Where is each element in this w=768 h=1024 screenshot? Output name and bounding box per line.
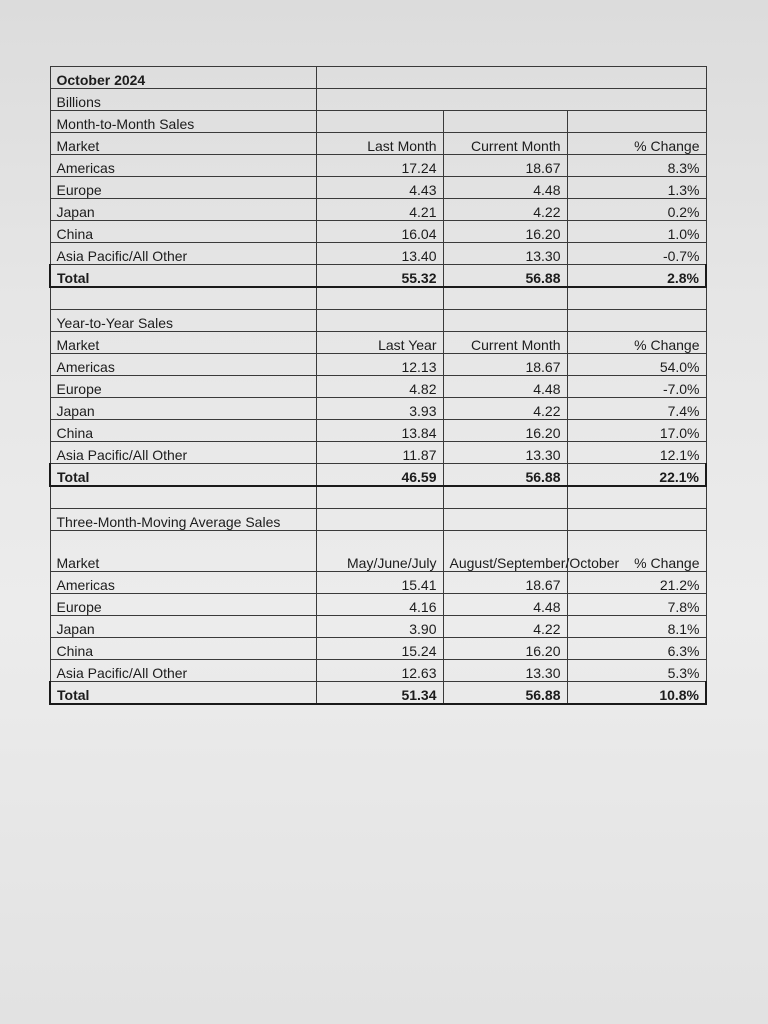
- section-title: Year-to-Year Sales: [50, 310, 316, 332]
- value-cell: 4.21: [316, 199, 443, 221]
- column-header: % Change: [567, 332, 706, 354]
- column-header: May/June/July: [316, 531, 443, 572]
- market-cell: China: [50, 420, 316, 442]
- total-row: [50, 265, 706, 288]
- value-cell: 15.41: [316, 572, 443, 594]
- value-cell: 4.48: [443, 376, 567, 398]
- column-header-row: [50, 332, 706, 354]
- market-cell: Europe: [50, 594, 316, 616]
- change-cell: 1.0%: [567, 221, 706, 243]
- change-cell: 8.3%: [567, 155, 706, 177]
- table-row: [50, 177, 706, 199]
- market-cell: Europe: [50, 177, 316, 199]
- report-title: October 2024: [50, 67, 316, 89]
- value-cell: 13.30: [443, 243, 567, 265]
- value-cell: 16.04: [316, 221, 443, 243]
- section-title-row: [50, 310, 706, 332]
- market-cell: Japan: [50, 199, 316, 221]
- sales-report-table: [49, 66, 707, 705]
- table-row: [50, 376, 706, 398]
- total-value: 46.59: [316, 464, 443, 487]
- table-row: [50, 420, 706, 442]
- table-row: [50, 638, 706, 660]
- table-row: [50, 199, 706, 221]
- section-title-row: [50, 509, 706, 531]
- units-label: Billions: [50, 89, 316, 111]
- value-cell: 4.22: [443, 616, 567, 638]
- column-header: Last Year: [316, 332, 443, 354]
- change-cell: -0.7%: [567, 243, 706, 265]
- market-cell: Europe: [50, 376, 316, 398]
- change-cell: 17.0%: [567, 420, 706, 442]
- column-header: Last Month: [316, 133, 443, 155]
- value-cell: 13.30: [443, 660, 567, 682]
- table-row: [50, 354, 706, 376]
- change-cell: 7.8%: [567, 594, 706, 616]
- value-cell: 12.13: [316, 354, 443, 376]
- value-cell: 16.20: [443, 221, 567, 243]
- value-cell: 15.24: [316, 638, 443, 660]
- table-row: [50, 243, 706, 265]
- value-cell: 17.24: [316, 155, 443, 177]
- change-cell: 6.3%: [567, 638, 706, 660]
- change-cell: 8.1%: [567, 616, 706, 638]
- value-cell: 16.20: [443, 638, 567, 660]
- value-cell: 4.48: [443, 177, 567, 199]
- total-value: 56.88: [443, 682, 567, 705]
- total-row: [50, 464, 706, 487]
- section-title-row: [50, 111, 706, 133]
- value-cell: 4.22: [443, 199, 567, 221]
- column-header: Current Month: [443, 332, 567, 354]
- value-cell: 11.87: [316, 442, 443, 464]
- value-cell: 4.82: [316, 376, 443, 398]
- section-title: Three-Month-Moving Average Sales: [50, 509, 316, 531]
- column-header: % Change: [567, 133, 706, 155]
- market-cell: Asia Pacific/All Other: [50, 660, 316, 682]
- total-change: 2.8%: [567, 265, 706, 288]
- table-row: [50, 221, 706, 243]
- column-header: Market: [50, 332, 316, 354]
- column-header: August/September/October: [443, 531, 567, 572]
- column-header: Market: [50, 531, 316, 572]
- change-cell: 12.1%: [567, 442, 706, 464]
- total-label: Total: [50, 682, 316, 705]
- total-change: 22.1%: [567, 464, 706, 487]
- change-cell: 7.4%: [567, 398, 706, 420]
- column-header: Market: [50, 133, 316, 155]
- spacer-row: [50, 287, 706, 310]
- value-cell: 13.30: [443, 442, 567, 464]
- total-label: Total: [50, 464, 316, 487]
- value-cell: 18.67: [443, 572, 567, 594]
- market-cell: Americas: [50, 354, 316, 376]
- value-cell: 13.84: [316, 420, 443, 442]
- market-cell: Americas: [50, 572, 316, 594]
- market-cell: Japan: [50, 616, 316, 638]
- change-cell: 1.3%: [567, 177, 706, 199]
- value-cell: 18.67: [443, 354, 567, 376]
- value-cell: 3.93: [316, 398, 443, 420]
- units-row: [50, 89, 706, 111]
- change-cell: 54.0%: [567, 354, 706, 376]
- spacer-row: [50, 486, 706, 509]
- market-cell: Americas: [50, 155, 316, 177]
- table-row: [50, 660, 706, 682]
- column-header: % Change: [567, 531, 706, 572]
- change-cell: 5.3%: [567, 660, 706, 682]
- table-row: [50, 398, 706, 420]
- table-row: [50, 616, 706, 638]
- total-value: 56.88: [443, 464, 567, 487]
- value-cell: 4.16: [316, 594, 443, 616]
- value-cell: 4.22: [443, 398, 567, 420]
- change-cell: 21.2%: [567, 572, 706, 594]
- total-change: 10.8%: [567, 682, 706, 705]
- total-value: 55.32: [316, 265, 443, 288]
- value-cell: 18.67: [443, 155, 567, 177]
- column-header-row: [50, 133, 706, 155]
- total-label: Total: [50, 265, 316, 288]
- value-cell: 12.63: [316, 660, 443, 682]
- table-row: [50, 572, 706, 594]
- total-value: 51.34: [316, 682, 443, 705]
- column-header-row: [50, 531, 706, 572]
- market-cell: Asia Pacific/All Other: [50, 442, 316, 464]
- total-row: [50, 682, 706, 705]
- total-value: 56.88: [443, 265, 567, 288]
- title-row: [50, 67, 706, 89]
- column-header: Current Month: [443, 133, 567, 155]
- table-row: [50, 155, 706, 177]
- change-cell: -7.0%: [567, 376, 706, 398]
- table-row: [50, 594, 706, 616]
- value-cell: 16.20: [443, 420, 567, 442]
- value-cell: 4.43: [316, 177, 443, 199]
- value-cell: 3.90: [316, 616, 443, 638]
- market-cell: Japan: [50, 398, 316, 420]
- market-cell: China: [50, 221, 316, 243]
- value-cell: 4.48: [443, 594, 567, 616]
- market-cell: Asia Pacific/All Other: [50, 243, 316, 265]
- table-row: [50, 442, 706, 464]
- change-cell: 0.2%: [567, 199, 706, 221]
- section-title: Month-to-Month Sales: [50, 111, 316, 133]
- value-cell: 13.40: [316, 243, 443, 265]
- market-cell: China: [50, 638, 316, 660]
